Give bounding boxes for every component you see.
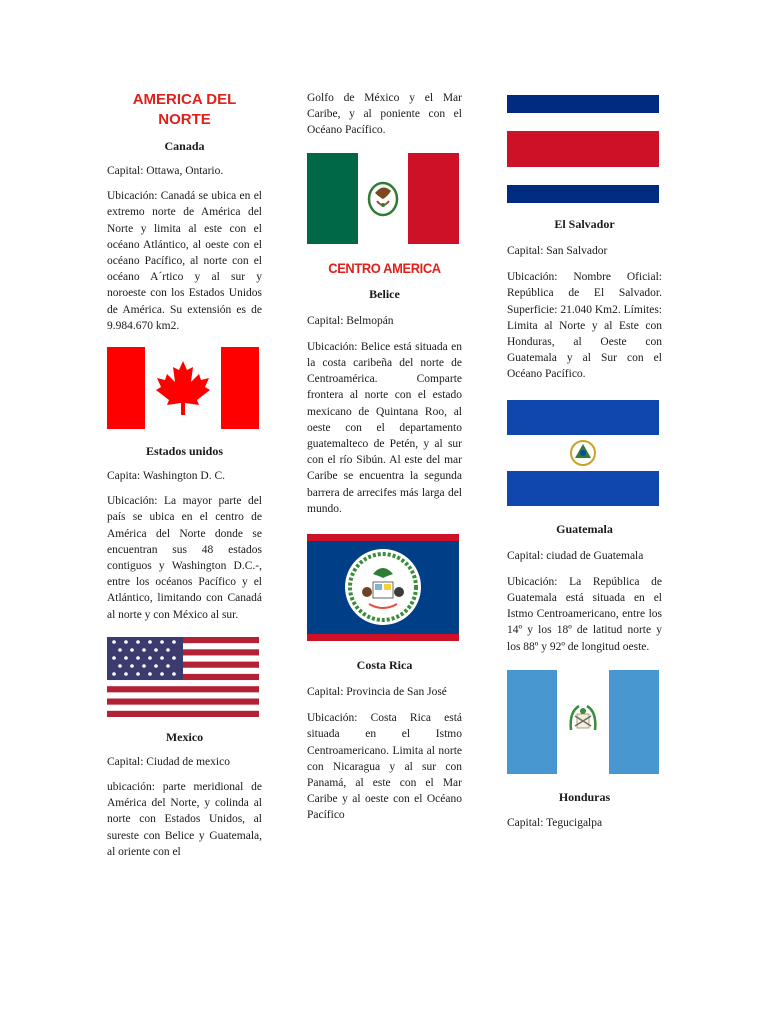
country-title-canada: Canada [164, 139, 205, 153]
country-title-guatemala: Guatemala [556, 521, 613, 536]
location-canada: Ubicación: Canadá se ubica en el extremo norte de América del Norte y limita al este con el océano Atlántico, al oeste con el océano Pacífico, al norte con el océano A´rtico y al sur y noroeste con los Estados Unidos de América. Su extensión es de 9.984.670 km2. [107, 190, 262, 332]
country-title-belice: Belice [369, 286, 400, 301]
location-mexico: ubicación: parte meridional de América del Norte, y colinda al norte con Estados Unidos, al sureste con Belice y Guatemala, al oriente con el [107, 781, 262, 858]
capital-el-salvador: Capital: San Salvador [507, 245, 608, 257]
column-1 [107, 90, 262, 860]
canada-flag [107, 347, 259, 429]
country-title-costa-rica: Costa Rica [356, 658, 413, 673]
capital-guatemala: Capital: ciudad de Guatemala [507, 549, 644, 562]
country-title-mexico: Mexico [165, 729, 204, 744]
costa-rica-flag [507, 95, 659, 203]
country-title-el-salvador: El Salvador [554, 217, 615, 231]
mexico-flag [307, 153, 459, 244]
column-3 [507, 90, 662, 831]
column-2 [307, 90, 462, 824]
usa-flag [107, 637, 259, 717]
capital-canada: Capital: Ottawa, Ontario. [107, 165, 224, 177]
capital-belice: Capital: Belmopán [307, 314, 394, 327]
main-title: AMERICA DEL NORTE [132, 91, 237, 128]
capital-usa: Capita: Washington D. C. [107, 470, 226, 483]
capital-costa-rica: Capital: Provincia de San José [307, 686, 447, 699]
location-usa: Ubicación: La mayor parte del país se ubica en el centro de América del Norte donde se encuentran sus 48 estados contiguos y Washington D.C.-, entre los océanos Pacífico y el Atlántico, limitando con Canadá al norte y con México al sur. [107, 495, 262, 621]
location-el-salvador: Ubicación: Nombre Oficial: República de El Salvador. Superficie: 21.040 Km2. Límites: Limita al Norte y al Este con Honduras, al Oeste con Guatemala y al Sur con el Océano Pacífico. [507, 271, 662, 381]
belize-flag [307, 534, 459, 641]
country-title-usa: Estados unidos [145, 444, 224, 459]
capital-mexico: Capital: Ciudad de mexico [107, 755, 230, 768]
location-belice: Ubicación: Belice está situada en la costa caribeña del norte de Centroamérica. Comparte frontera al norte con el estado mexicano de Quintana Roo, al oeste con el departamento guatemalteco de Petén, y al sur con el río Sibún. Al este del mar Caribe se encuentra la segunda barrera de arrecifes más larga del mundo. [307, 340, 462, 515]
section-title-centro-america: CENTRO AMERICA [328, 259, 441, 276]
location-mexico-continued: Golfo de México y el Mar Caribe, y al poniente con el Océano Pacífico. [307, 92, 462, 137]
country-title-honduras: Honduras [558, 789, 611, 804]
location-guatemala: Ubicación: La República de Guatemala está situada en el Istmo Centroamericano, entre los 14º y los 18º de latitud norte y los 88º y 92º de longitud oeste. [507, 575, 662, 653]
capital-honduras: Capital: Tegucigalpa [507, 816, 603, 829]
el-salvador-flag [507, 400, 659, 506]
guatemala-flag [507, 670, 659, 774]
location-costa-rica: Ubicación: Costa Rica está situada en el Istmo Centroamericano. Limita al norte con Nicaragua y al sur con Panamá, al este con el Mar Caribe y al oeste con el Océano Pacífico [307, 712, 462, 822]
